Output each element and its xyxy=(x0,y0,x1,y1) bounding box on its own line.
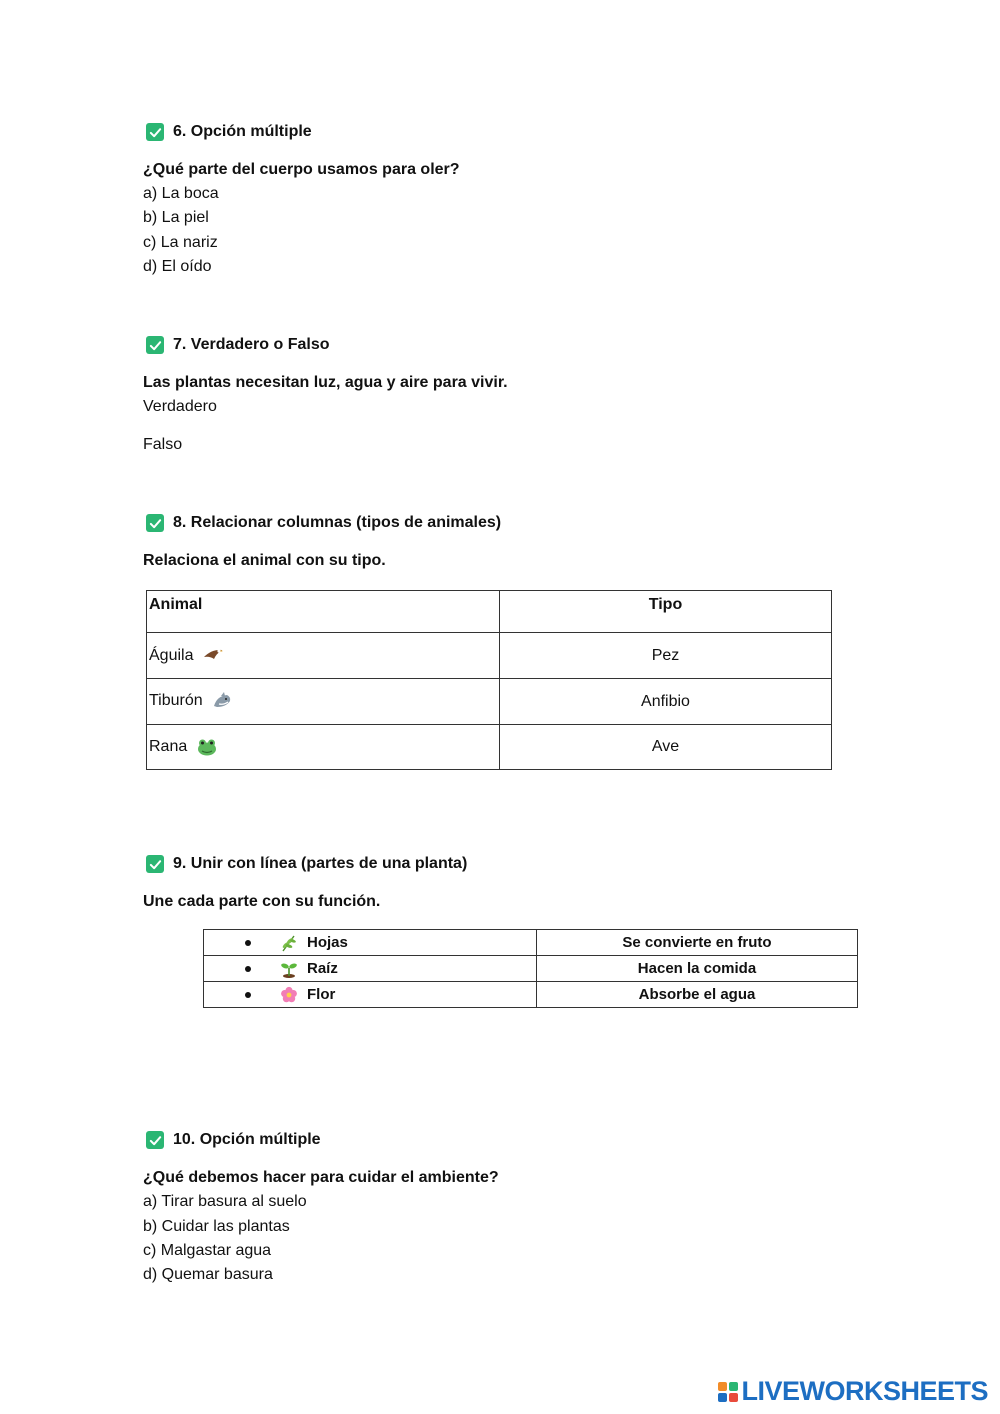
q10-option-c[interactable]: c) Malgastar agua xyxy=(143,1242,272,1259)
q7-option-false[interactable]: Falso xyxy=(143,436,183,453)
q10-heading-text: 10. Opción múltiple xyxy=(173,1131,321,1148)
q6-heading xyxy=(146,123,312,141)
function-cell[interactable]: Se convierte en fruto xyxy=(537,930,858,956)
q6-option-c[interactable]: c) La nariz xyxy=(143,234,218,251)
q8-instruction: Relaciona el animal con su tipo. xyxy=(143,552,386,569)
q8-heading-text: 8. Relacionar columnas (tipos de animales) xyxy=(173,514,502,531)
header-type: Tipo xyxy=(500,591,832,633)
logo-tile xyxy=(718,1382,727,1391)
animal-type-table xyxy=(146,590,832,770)
check-icon xyxy=(146,1131,164,1149)
q7-statement: Las plantas necesitan luz, agua y aire para vivir. xyxy=(143,374,508,391)
plant-part-cell[interactable] xyxy=(204,930,537,956)
plant-part-name: Flor xyxy=(307,986,336,1003)
check-icon xyxy=(146,855,164,873)
function-cell[interactable]: Hacen la comida xyxy=(537,956,858,982)
q9-instruction: Une cada parte con su función. xyxy=(143,893,381,910)
q6-option-a[interactable]: a) La boca xyxy=(143,185,219,202)
plant-part-cell[interactable] xyxy=(204,982,537,1008)
q6-option-d[interactable]: d) El oído xyxy=(143,258,212,275)
check-icon xyxy=(146,123,164,141)
shark-icon xyxy=(211,692,233,710)
q7-option-true[interactable]: Verdadero xyxy=(143,398,217,415)
q10-option-a[interactable]: a) Tirar basura al suelo xyxy=(143,1193,307,1210)
plant-part-name: Raíz xyxy=(307,960,338,977)
logo-grid-icon xyxy=(718,1382,738,1402)
bullet xyxy=(245,966,251,972)
logo-tile xyxy=(729,1393,738,1402)
q6-option-b[interactable]: b) La piel xyxy=(143,209,209,226)
animal-cell[interactable] xyxy=(147,633,500,679)
q9-heading-text: 9. Unir con línea (partes de una planta) xyxy=(173,855,468,872)
table-row xyxy=(204,982,858,1008)
table-row xyxy=(147,633,832,679)
plant-part-cell[interactable] xyxy=(204,956,537,982)
q10-question: ¿Qué debemos hacer para cuidar el ambiente? xyxy=(143,1169,499,1186)
table-row xyxy=(147,725,832,770)
logo-tile xyxy=(718,1393,727,1402)
seedling-icon xyxy=(280,960,298,978)
q7-heading xyxy=(146,336,330,354)
type-cell[interactable]: Anfibio xyxy=(500,679,832,725)
q10-option-b[interactable]: b) Cuidar las plantas xyxy=(143,1218,290,1235)
animal-name: Tiburón xyxy=(149,692,203,710)
bullet xyxy=(245,992,251,998)
type-cell[interactable]: Pez xyxy=(500,633,832,679)
herb-icon xyxy=(280,934,298,952)
bullet xyxy=(245,940,251,946)
logo-text: LIVEWORKSHEETS xyxy=(741,1376,988,1406)
q10-heading xyxy=(146,1131,321,1149)
type-cell[interactable]: Ave xyxy=(500,725,832,770)
q10-option-d[interactable]: d) Quemar basura xyxy=(143,1266,273,1283)
animal-cell[interactable] xyxy=(147,679,500,725)
check-icon xyxy=(146,514,164,532)
q6-heading-text: 6. Opción múltiple xyxy=(173,123,312,140)
table-row xyxy=(204,956,858,982)
q7-heading-text: 7. Verdadero o Falso xyxy=(173,336,330,353)
q9-heading xyxy=(146,855,467,873)
q8-heading xyxy=(146,514,501,532)
animal-cell[interactable] xyxy=(147,725,500,770)
liveworksheets-logo[interactable] xyxy=(718,1376,988,1407)
animal-name: Águila xyxy=(149,646,194,664)
table-row xyxy=(204,930,858,956)
header-animal: Animal xyxy=(147,591,500,633)
logo-tile xyxy=(729,1382,738,1391)
function-cell[interactable]: Absorbe el agua xyxy=(537,982,858,1008)
plant-part-name: Hojas xyxy=(307,934,348,951)
flower-icon xyxy=(280,986,298,1004)
animal-name: Rana xyxy=(149,738,188,756)
eagle-icon xyxy=(202,647,224,663)
check-icon xyxy=(146,336,164,354)
frog-icon xyxy=(196,737,218,757)
plant-parts-table xyxy=(203,929,858,1008)
q6-question: ¿Qué parte del cuerpo usamos para oler? xyxy=(143,161,460,178)
table-row xyxy=(147,679,832,725)
table-header-row xyxy=(147,591,832,633)
